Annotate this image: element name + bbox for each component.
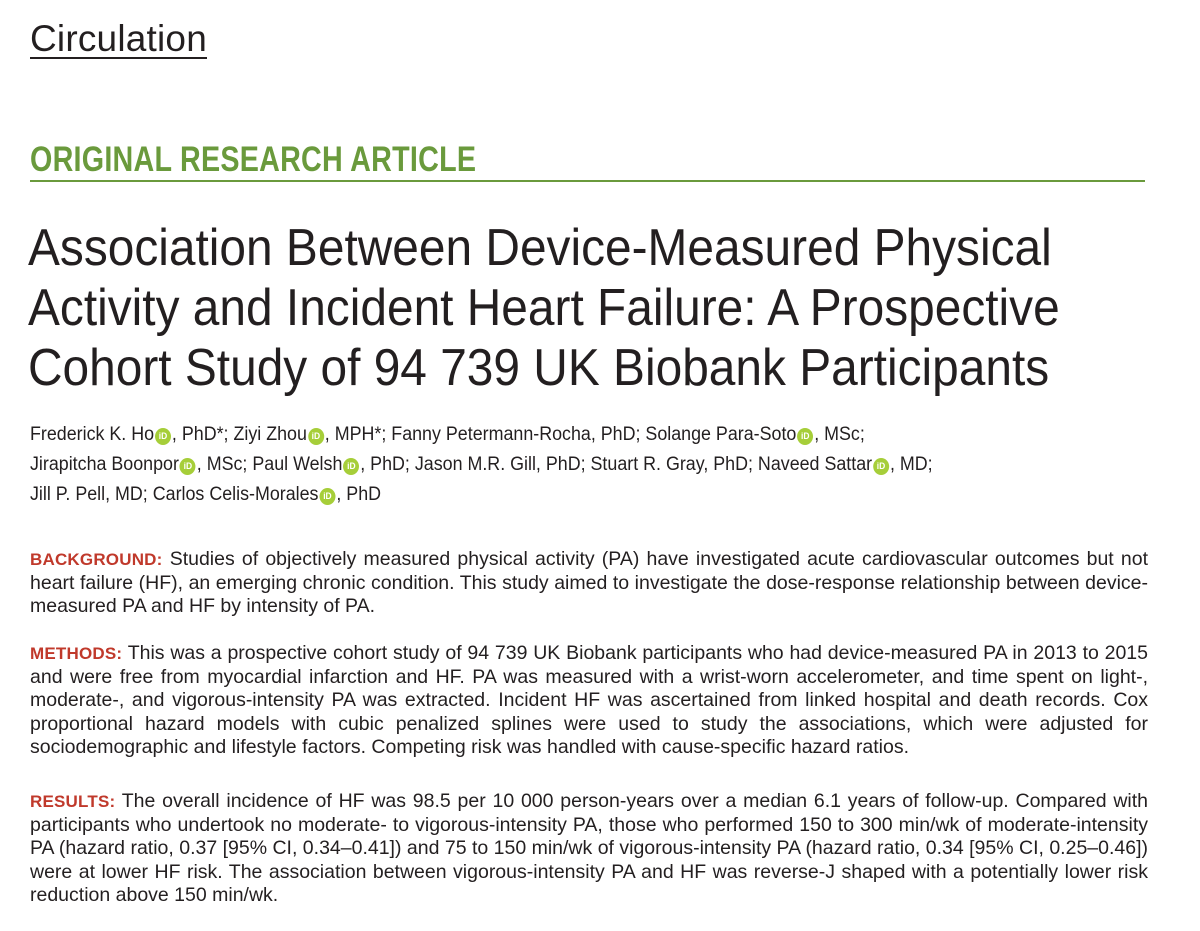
author-degree: , PhD*;: [171, 424, 234, 445]
author-name[interactable]: Fanny Petermann-Rocha: [391, 424, 591, 445]
author-name[interactable]: Jill P. Pell: [30, 484, 106, 505]
author-line: [30, 480, 1102, 510]
author-name[interactable]: Solange Para-Soto: [645, 424, 797, 445]
author-degree: , PhD: [336, 484, 382, 505]
author-degree: , MPH*;: [324, 424, 392, 445]
results-text: The overall incidence of HF was 98.5 per 10 000 person-years over a median 6.1 years of follow-up. Compared with participants who undertook no moderate- to vigorous-intensity PA, those who performed 150 to 300 min/wk of moderate-intensity PA (hazard ratio, 0.37 [95% CI, 0.34–0.41]) and 75 to 150 min/wk of vigorous-intensity PA (hazard ratio, 0.34 [95% CI, 0.25–0.46]) were at lower HF risk. The association between vigorous-intensity PA and HF was reverse-J shaped with a potentially lower risk reduction above 150 min/wk.: [30, 790, 1148, 906]
author-name[interactable]: Stuart R. Gray: [590, 454, 704, 475]
author-name[interactable]: Frederick K. Ho: [30, 424, 155, 445]
author-degree: , MSc;: [814, 424, 865, 445]
orcid-icon[interactable]: iD: [308, 428, 324, 445]
orcid-icon[interactable]: iD: [873, 458, 889, 475]
heading-divider: [30, 180, 1145, 182]
author-name[interactable]: Jirapitcha Boonpor: [30, 454, 179, 475]
author-degree: , PhD;: [535, 454, 591, 475]
author-degree: , PhD;: [703, 454, 758, 475]
title-line: Activity and Incident Heart Failure: A Prospective: [28, 279, 1060, 337]
author-name[interactable]: Ziyi Zhou: [233, 424, 307, 445]
abstract-results: [30, 790, 1148, 908]
author-degree: , MD;: [889, 454, 933, 475]
orcid-icon[interactable]: iD: [155, 428, 171, 445]
author-degree: , MSc;: [196, 454, 253, 475]
author-degree: , PhD;: [590, 424, 646, 445]
author-degree: , MD;: [105, 484, 153, 505]
methods-label: METHODS:: [30, 644, 123, 663]
background-label: BACKGROUND:: [30, 550, 163, 569]
author-line: [30, 450, 1102, 480]
author-name[interactable]: Paul Welsh: [252, 454, 343, 475]
article-type-heading: ORIGINAL RESEARCH ARTICLE: [30, 140, 477, 179]
background-text: Studies of objectively measured physical activity (PA) have investigated acute cardiovascular outcomes but not heart failure (HF), an emerging chronic condition. This study aimed to investigate the dose-response relationship between device-measured PA and HF by intensity of PA.: [30, 548, 1148, 617]
methods-text: This was a prospective cohort study of 94 739 UK Biobank participants who had device-measured PA in 2013 to 2015 and were free from myocardial infarction and HF. PA was measured with a wrist-worn accelerometer, and time spent on light-, moderate-, and vigorous-intensity PA was extracted. Incident HF was ascertained from linked hospital and death records. Cox proportional hazard models with cubic penalized splines were used to study the associations, which were adjusted for sociodemographic and lifestyle factors. Competing risk was handled with cause-specific hazard ratios.: [30, 642, 1148, 758]
author-degree: , PhD;: [360, 454, 415, 475]
abstract-methods: [30, 642, 1148, 760]
journal-name[interactable]: Circulation: [30, 18, 207, 59]
orcid-icon[interactable]: iD: [343, 458, 359, 475]
title-line: Cohort Study of 94 739 UK Biobank Participants: [28, 339, 1050, 397]
author-line: [30, 420, 1102, 450]
orcid-icon[interactable]: iD: [180, 458, 196, 475]
results-label: RESULTS:: [30, 792, 116, 811]
author-name[interactable]: Naveed Sattar: [757, 454, 873, 475]
author-name[interactable]: Jason M.R. Gill: [414, 454, 536, 475]
orcid-icon[interactable]: iD: [319, 488, 335, 505]
author-list: [30, 420, 1102, 510]
title-line: Association Between Device-Measured Physical: [28, 219, 1052, 277]
abstract-background: [30, 548, 1148, 619]
author-name[interactable]: Carlos Celis-Morales: [152, 484, 319, 505]
orcid-icon[interactable]: iD: [797, 428, 813, 445]
article-title: [28, 218, 1077, 398]
